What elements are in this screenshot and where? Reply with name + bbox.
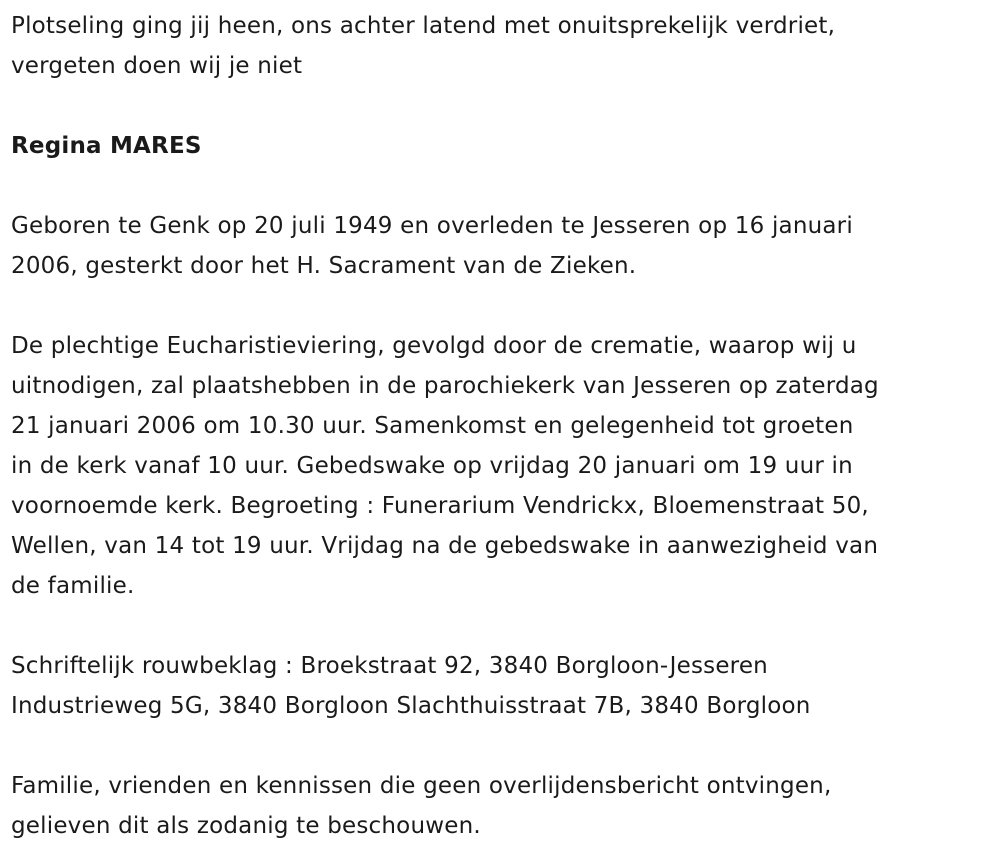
ceremony-line: uitnodigen, zal plaatshebben in de parochiekerk van Jesseren op zaterdag xyxy=(11,373,879,399)
condolence-addresses xyxy=(11,646,990,726)
birth-death-line: 2006, gesterkt door het H. Sacrament van de Zieken. xyxy=(11,253,637,279)
closing-paragraph xyxy=(11,766,990,846)
deceased-name-text: Regina MARES xyxy=(11,133,202,159)
birth-death-line: Geboren te Genk op 20 juli 1949 en overleden te Jesseren op 16 januari xyxy=(11,213,853,239)
condolence-line: Schriftelijk rouwbeklag : Broekstraat 92, 3840 Borgloon-Jesseren xyxy=(11,653,768,679)
deceased-name xyxy=(11,126,990,166)
ceremony-line: in de kerk vanaf 10 uur. Gebedswake op vrijdag 20 januari om 19 uur in xyxy=(11,453,853,479)
opening-verse-line: Plotseling ging jij heen, ons achter latend met onuitsprekelijk verdriet, xyxy=(11,13,836,39)
closing-line: Familie, vrienden en kennissen die geen overlijdensbericht ontvingen, xyxy=(11,773,832,799)
ceremony-paragraph xyxy=(11,326,990,606)
opening-verse xyxy=(11,6,990,86)
ceremony-line: De plechtige Eucharistieviering, gevolgd door de crematie, waarop wij u xyxy=(11,333,857,359)
closing-line: gelieven dit als zodanig te beschouwen. xyxy=(11,813,481,839)
condolence-line: Industrieweg 5G, 3840 Borgloon Slachthuisstraat 7B, 3840 Borgloon xyxy=(11,693,811,719)
ceremony-line: 21 januari 2006 om 10.30 uur. Samenkomst en gelegenheid tot groeten xyxy=(11,413,854,439)
ceremony-line: de familie. xyxy=(11,573,135,599)
birth-death-paragraph xyxy=(11,206,990,286)
ceremony-line: voornoemde kerk. Begroeting : Funerarium Vendrickx, Bloemenstraat 50, xyxy=(11,493,869,519)
obituary-notice xyxy=(11,6,990,846)
opening-verse-line: vergeten doen wij je niet xyxy=(11,53,303,79)
ceremony-line: Wellen, van 14 tot 19 uur. Vrijdag na de gebedswake in aanwezigheid van xyxy=(11,533,879,559)
